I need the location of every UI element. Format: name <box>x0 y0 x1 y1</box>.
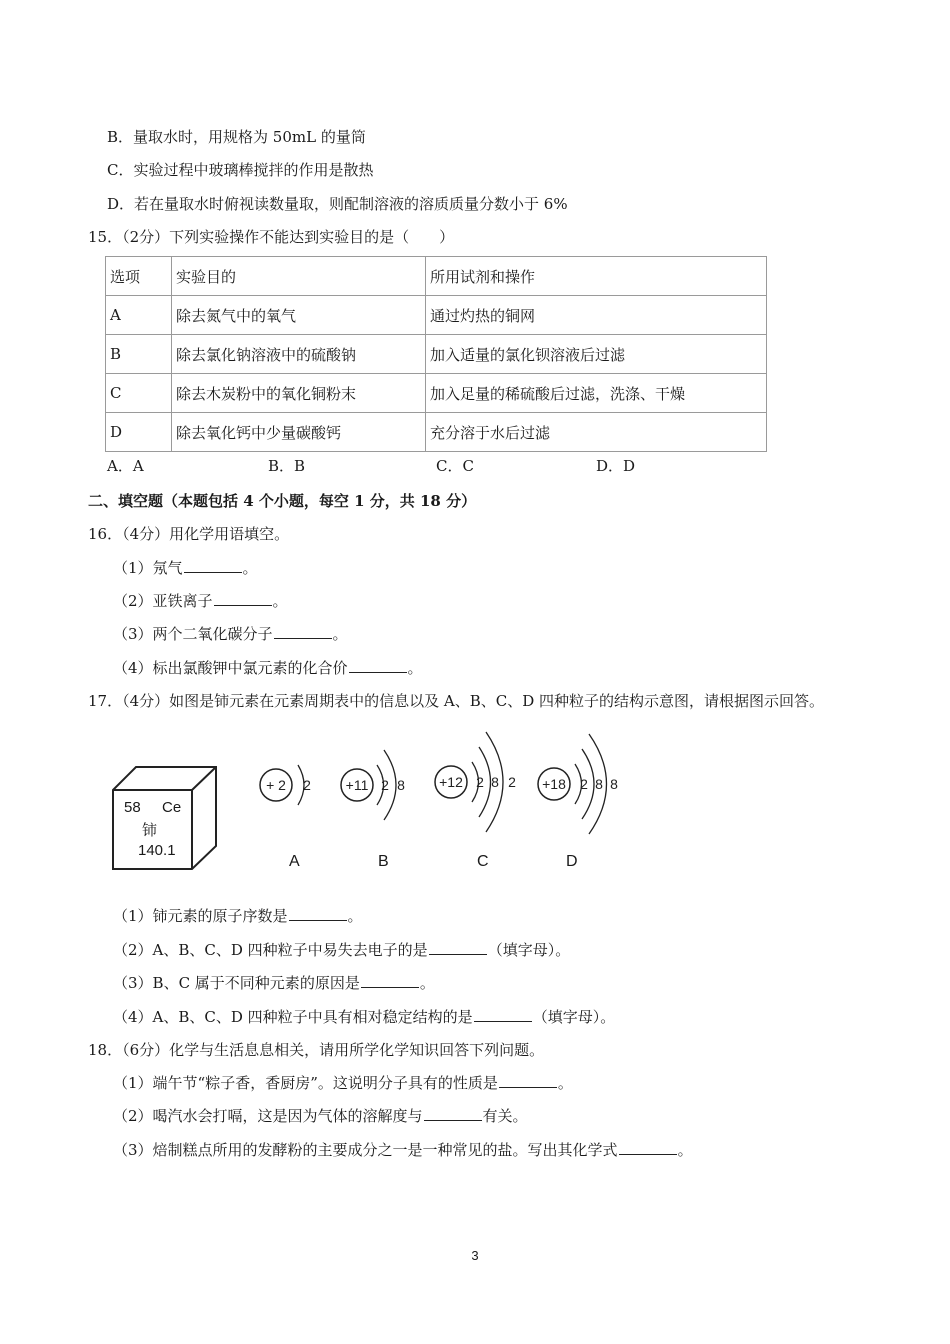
answer-blank[interactable] <box>499 1073 557 1088</box>
q16-part-1: （1）氖气 。 <box>113 559 258 577</box>
q17-part-2: （2）A、B、C、D 四种粒子中易失去电子的是 （填字母）。 <box>113 941 571 959</box>
table-cell: A <box>106 296 172 335</box>
shell-electrons: 8 <box>610 776 618 792</box>
shell-electrons: 2 <box>303 777 311 793</box>
answer-blank[interactable] <box>184 558 242 573</box>
atom-label-c: C <box>477 853 489 870</box>
table-row <box>106 335 767 374</box>
page-number: 3 <box>471 1248 479 1263</box>
table-cell: C <box>106 374 172 413</box>
answer-blank[interactable] <box>424 1106 482 1121</box>
answer-blank[interactable] <box>289 906 347 921</box>
atom-label-a: A <box>289 853 300 870</box>
nucleus-charge: + 2 <box>266 777 286 793</box>
table-header-row <box>106 257 767 296</box>
shell-electrons: 2 <box>381 777 389 793</box>
table-header-cell: 所用试剂和操作 <box>426 257 767 296</box>
shell-electrons: 2 <box>508 774 516 790</box>
table-cell: 加入适量的氯化钡溶液后过滤 <box>426 335 767 374</box>
q18-stem: 18．（6分）化学与生活息息相关，请用所学化学知识回答下列问题。 <box>88 1041 545 1059</box>
q17-stem: 17．（4分）如图是铈元素在元素周期表中的信息以及 A、B、C、D 四种粒子的结构示意图，请根据图示回答。 <box>88 692 825 710</box>
element-atomic-mass: 140.1 <box>138 842 176 859</box>
answer-blank[interactable] <box>214 591 272 606</box>
shell-electrons: 2 <box>580 776 588 792</box>
q17-part-1: （1）铈元素的原子序数是 。 <box>113 907 363 925</box>
atom-structure-b <box>341 750 405 820</box>
atom-structure-d <box>538 734 618 834</box>
shell-electrons: 8 <box>491 774 499 790</box>
table-row <box>106 413 767 452</box>
shell-electrons: 8 <box>397 777 405 793</box>
q16-part-2: （2）亚铁离子 。 <box>113 592 288 610</box>
q16-part-3: （3）两个二氧化碳分子 。 <box>113 625 348 643</box>
q18-part-2: （2）喝汽水会打嗝，这是因为气体的溶解度与 有关。 <box>113 1107 528 1125</box>
q15-table <box>105 256 767 452</box>
table-cell: 除去氯化钠溶液中的硫酸钠 <box>172 335 426 374</box>
table-cell: 充分溶于水后过滤 <box>426 413 767 452</box>
q17-part-4: （4）A、B、C、D 四种粒子中具有相对稳定结构的是 （填字母）。 <box>113 1008 616 1026</box>
answer-blank[interactable] <box>361 973 419 988</box>
q18-part-3: （3）焙制糕点所用的发酵粉的主要成分之一是一种常见的盐。写出其化学式 。 <box>113 1141 693 1159</box>
nucleus-charge: +12 <box>439 774 463 790</box>
table-cell: 除去氧化钙中少量碳酸钙 <box>172 413 426 452</box>
table-cell: 除去木炭粉中的氧化铜粉末 <box>172 374 426 413</box>
q15-choice-a: A．A <box>107 457 144 475</box>
nucleus-charge: +18 <box>542 776 566 792</box>
q15-choice-c: C．C <box>436 457 474 475</box>
atom-structure-c <box>435 732 516 832</box>
atom-label-d: D <box>566 853 578 870</box>
element-symbol: Ce <box>162 799 182 816</box>
table-cell: 除去氮气中的氧气 <box>172 296 426 335</box>
table-cell: 通过灼热的铜网 <box>426 296 767 335</box>
shell-electrons: 8 <box>595 776 603 792</box>
table-header-cell: 选项 <box>106 257 172 296</box>
answer-blank[interactable] <box>429 940 487 955</box>
q17-part-3: （3）B、C 属于不同种元素的原因是 。 <box>113 974 435 992</box>
q15-choice-d: D．D <box>596 457 636 475</box>
atom-label-b: B <box>378 853 389 870</box>
element-atomic-number: 58 <box>124 799 141 816</box>
q14-option-b: B．量取水时，用规格为 50mL 的量筒 <box>107 128 366 146</box>
q14-option-d: D．若在量取水时俯视读数量取，则配制溶液的溶质质量分数小于 6% <box>107 195 568 213</box>
q15-stem: 15．（2分）下列实验操作不能达到实验目的是（ ） <box>88 228 455 246</box>
answer-blank[interactable] <box>474 1007 532 1022</box>
q16-stem: 16．（4分）用化学用语填空。 <box>88 525 290 543</box>
nucleus-charge: +11 <box>345 777 369 793</box>
table-header-cell: 实验目的 <box>172 257 426 296</box>
q18-part-1: （1）端午节“粽子香，香厨房”。这说明分子具有的性质是 。 <box>113 1074 573 1092</box>
table-cell: D <box>106 413 172 452</box>
table-cell: B <box>106 335 172 374</box>
atom-structure-a <box>260 765 311 805</box>
table-cell: 加入足量的稀硫酸后过滤，洗涤、干燥 <box>426 374 767 413</box>
element-name: 铈 <box>142 822 158 839</box>
shell-electrons: 2 <box>476 774 484 790</box>
answer-blank[interactable] <box>274 624 332 639</box>
answer-blank[interactable] <box>619 1140 677 1155</box>
element-cell-cerium <box>112 766 222 874</box>
q15-choice-b: B．B <box>268 457 306 475</box>
section-heading: 二、填空题（本题包括 4 个小题，每空 1 分，共 18 分） <box>88 492 477 510</box>
q14-option-c: C．实验过程中玻璃棒搅拌的作用是散热 <box>107 161 374 179</box>
atom-structure-diagrams <box>250 730 630 840</box>
table-row <box>106 374 767 413</box>
table-row <box>106 296 767 335</box>
q16-part-4: （4）标出氯酸钾中氯元素的化合价 。 <box>113 659 423 677</box>
answer-blank[interactable] <box>349 658 407 673</box>
